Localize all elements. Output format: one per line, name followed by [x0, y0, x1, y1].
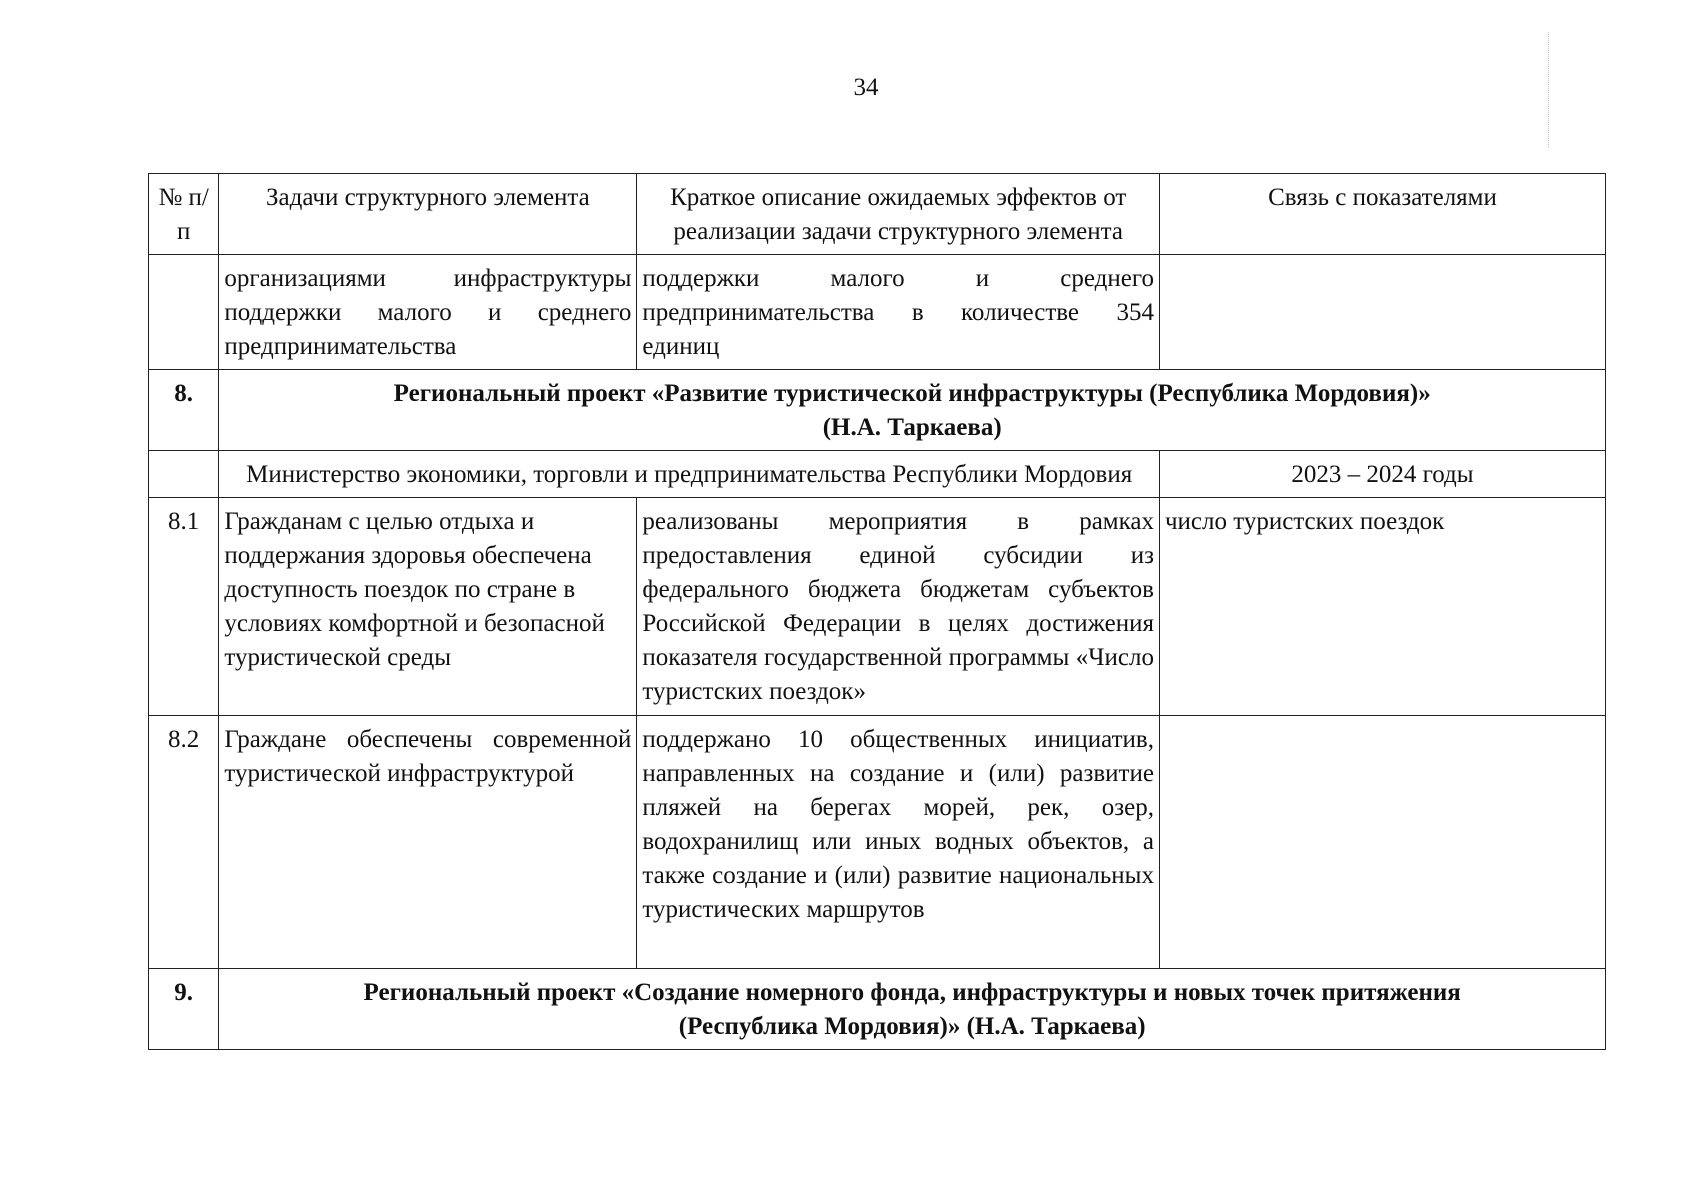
- task-line: поддержки малого и среднего: [224, 299, 632, 326]
- tasks-table: [148, 173, 1606, 1050]
- cell-link: [1159, 255, 1605, 370]
- cell-task: Граждане обеспечены современной туристической инфраструктурой: [219, 716, 637, 969]
- section-title: [219, 370, 1606, 451]
- cell-task: Гражданам с целью отдыха и поддержания здоровья обеспечена доступность поездок по стране в условиях комфортной и безопасной туристической среды: [219, 498, 637, 716]
- cell-num: 8.2: [149, 716, 219, 969]
- header-task: Задачи структурного элемента: [219, 174, 637, 255]
- section-title-line: Региональный проект «Создание номерного фонда, инфраструктуры и новых точек притяжения: [363, 979, 1461, 1006]
- section-num: 8.: [149, 370, 219, 451]
- task-line: организациями инфраструктуры: [224, 265, 632, 292]
- section-title-line: Региональный проект «Развитие туристической инфраструктуры (Республика Мордовия)»: [393, 380, 1431, 407]
- desc-line: единиц: [642, 333, 720, 360]
- responsible-ministry: Министерство экономики, торговли и предпринимательства Республики Мордовия: [219, 451, 1160, 498]
- section-row-8: [149, 370, 1606, 451]
- page-number: 34: [853, 74, 879, 101]
- cell-description: реализованы мероприятия в рамках предоставления единой субсидии из федерального бюджета бюджетам субъектов Российской Федерации в целях достижения показателя государственной программы «Число туристских поездок»: [637, 498, 1160, 716]
- desc-line: поддержки малого и среднего: [642, 265, 1154, 292]
- header-description: Краткое описание ожидаемых эффектов от реализации задачи структурного элемента: [637, 174, 1160, 255]
- section-num: 9.: [149, 969, 219, 1050]
- cell-num: 8.1: [149, 498, 219, 716]
- section-title: [219, 969, 1606, 1050]
- cell-task: [219, 255, 637, 370]
- task-line: предпринимательства: [224, 333, 457, 360]
- cell-num: [149, 451, 219, 498]
- section-row-9: [149, 969, 1606, 1050]
- header-link: Связь с показателями: [1159, 174, 1605, 255]
- section-title-line: (Республика Мордовия)» (Н.А. Таркаева): [678, 1013, 1146, 1040]
- scan-edge-mark: [1548, 32, 1549, 147]
- cell-link: число туристских поездок: [1159, 498, 1605, 716]
- responsible-row-8: [149, 451, 1606, 498]
- cell-description: поддержано 10 общественных инициатив, направленных на создание и (или) развитие пляжей на берегах морей, рек, озер, водохранилищ или иных водных объектов, а также создание и (или) развитие национальных туристических маршрутов: [637, 716, 1160, 969]
- table-row-8-2: [149, 716, 1606, 969]
- cell-link: [1159, 716, 1605, 969]
- desc-line: предпринимательства в количестве 354: [642, 299, 1154, 326]
- cell-num: [149, 255, 219, 370]
- section-title-line: (Н.А. Таркаева): [822, 414, 1002, 441]
- header-num: № п/п: [149, 174, 219, 255]
- table-row-continuation: [149, 255, 1606, 370]
- table-header-row: [149, 174, 1606, 255]
- implementation-period: 2023 – 2024 годы: [1159, 451, 1605, 498]
- table-row-8-1: [149, 498, 1606, 716]
- cell-description: [637, 255, 1160, 370]
